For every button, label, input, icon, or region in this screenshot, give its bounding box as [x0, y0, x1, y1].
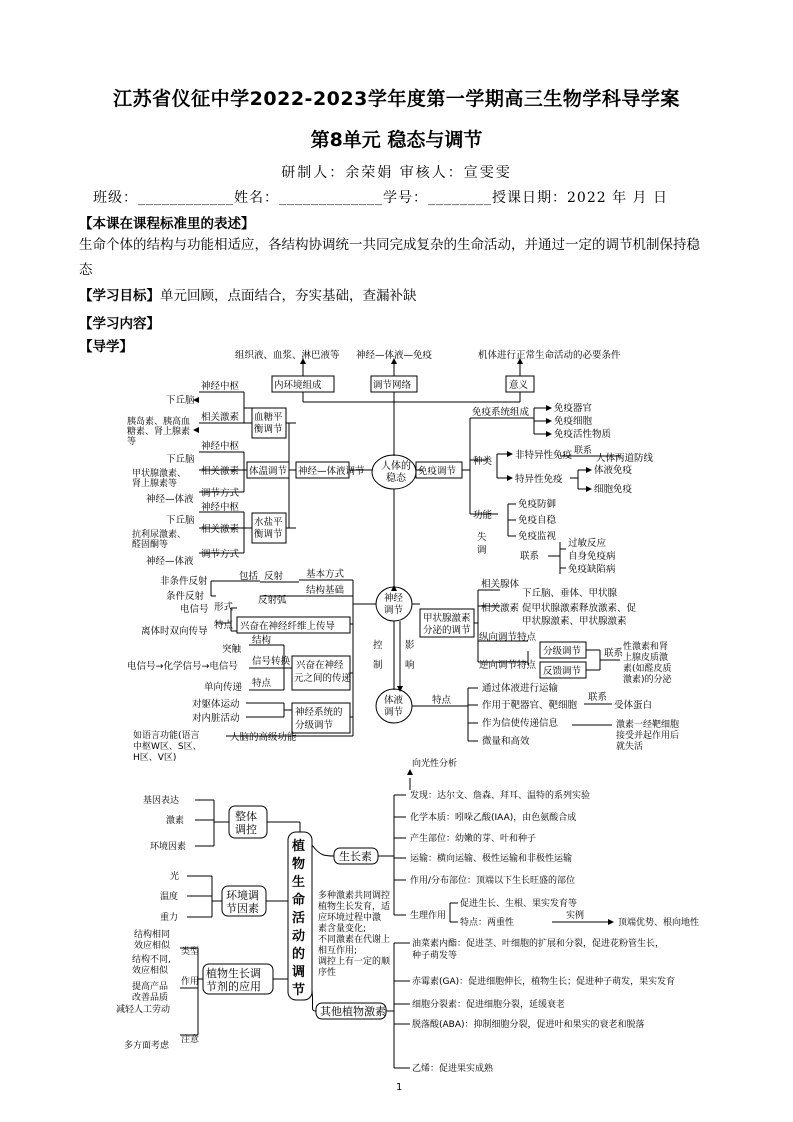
receptor-link: 联系	[588, 692, 608, 703]
sugar-box-2: 衡调节	[254, 424, 283, 435]
two-lines-defense: 人体两道防线	[596, 453, 654, 464]
language-1: 如语言功能(语言	[133, 731, 200, 741]
multi-8: 序性	[318, 968, 337, 978]
graded-link: 联系	[604, 648, 624, 659]
signal-chain: 电信号→化学信号→电信号	[127, 661, 238, 672]
somatic-movement: 对躯体运动	[192, 699, 240, 710]
auxin-item-5: 作用/分布部位：顶端以下生长旺盛的部位	[410, 876, 576, 886]
auxin-item-1: 发现：达尔文、詹森、拜耳、温特的系列实验	[410, 791, 591, 801]
synapse: 突触	[222, 644, 242, 655]
temp-center-sub: 下丘脑	[166, 454, 195, 465]
app-use: 作用	[181, 977, 200, 987]
structure: 结构	[252, 635, 272, 646]
advanced-function: 人脑的高级功能	[230, 732, 297, 743]
nonspecific-immunity: 非特异性免疫	[515, 450, 573, 461]
immune-function: 功能	[473, 510, 493, 521]
feature-synapse: 特点	[252, 678, 272, 689]
water-mode-sub: 神经—体液	[146, 556, 194, 567]
immune-disorder-2: 调	[477, 545, 487, 556]
type-3: 结构不同,	[132, 955, 171, 965]
use-2: 改善品质	[132, 993, 169, 1003]
box-significance: 意义	[509, 380, 529, 391]
multi-7: 调控上有一定的顺	[318, 957, 391, 967]
overall-2: 调控	[235, 823, 257, 836]
form: 形式	[214, 602, 234, 613]
immune-link-word: 联系	[574, 446, 593, 456]
reflex-arc: 反射弧	[258, 595, 287, 606]
water-hormone-sub-2: 醛固酮等	[132, 540, 169, 550]
box-internal-env: 内环境组成	[274, 380, 322, 391]
env-1: 环境调	[226, 889, 259, 902]
water-box-2: 衡调节	[254, 529, 283, 540]
immune-composition: 免疫系统组成	[472, 407, 530, 418]
conduction-box: 兴奋在神经纤维上传导	[240, 621, 336, 632]
bidirectional: 离体时双向传导	[141, 626, 208, 637]
allergy: 过敏反应	[568, 538, 607, 549]
visceral-activity: 对内脏活动	[192, 713, 240, 724]
multi-3: 应环境过程中激	[318, 913, 382, 923]
structural-basis: 结构基础	[306, 585, 345, 596]
feature-item-2: 作用于靶器官、靶细胞	[482, 700, 578, 711]
vertical-feature: 纵向调节特点	[479, 632, 537, 643]
inactivation-2: 接受并起作用后	[616, 731, 680, 741]
water-hormone-sub-1: 抗利尿激素、	[132, 530, 187, 540]
box-network: 调节网络	[373, 380, 412, 391]
light: 光	[170, 872, 180, 882]
humoral-line-1: 体液	[384, 695, 404, 706]
auxin-box: 生长素	[339, 850, 372, 863]
thyroid-box-1: 甲状腺激素	[423, 613, 471, 624]
plant-center-5: 活	[292, 911, 306, 926]
autoimmune: 自身免疫病	[568, 551, 616, 562]
plant-center-2: 物	[292, 857, 306, 872]
include: 包括	[239, 571, 259, 582]
type-2: 效应相似	[134, 941, 171, 951]
hormones-2: 甲状腺激素、甲状腺激素	[522, 616, 627, 627]
note-2: 多方面考虑	[124, 1041, 170, 1051]
standard-heading: 【本课在课程标准里的表述】	[79, 216, 255, 232]
influence-1: 影	[405, 640, 415, 651]
control-2: 制	[373, 660, 383, 671]
water-box-1: 水盐平	[254, 517, 283, 528]
immune-surveillance: 免疫监视	[518, 531, 557, 542]
temp-hormone-sub-1: 甲状腺激素、	[132, 469, 187, 479]
glands: 下丘脑、垂体、甲状腺	[522, 588, 618, 599]
immune-defense: 免疫防御	[518, 499, 557, 510]
environment: 环境因素	[150, 842, 187, 852]
temp-mode: 调节方式	[201, 488, 240, 499]
feature-item-3: 作为信使传递信息	[482, 718, 559, 729]
link-text-2: 上腺皮质激	[623, 653, 669, 663]
physio-2: 特点：两重性	[460, 918, 515, 928]
hierarchy-box-2: 分级调节	[295, 720, 334, 731]
feature-conduction: 特点	[214, 620, 234, 631]
thyroid-box-2: 分泌的调节	[423, 625, 471, 636]
class-info-line: 班级：____________姓名：_____________学号：________授课日期：2022 年 月 日	[93, 190, 668, 206]
app-type: 类型	[181, 947, 200, 957]
instance: 实例	[566, 911, 585, 921]
center-line-1: 人体的	[381, 461, 411, 472]
temperature: 温度	[160, 892, 179, 902]
note-significance: 机体进行正常生命活动的必要条件	[478, 350, 621, 361]
other-2: 种子萌发等	[412, 951, 458, 961]
page-number: 1	[396, 1082, 403, 1093]
temp-center: 神经中枢	[201, 441, 240, 452]
link-text-1: 性激素和肾	[623, 642, 669, 652]
link-text-4: 激素)的分泌	[623, 675, 672, 685]
immune-cell: 免疫细胞	[554, 416, 593, 427]
unconditioned-reflex: 非条件反射	[160, 576, 208, 587]
related-glands: 相关腺体	[481, 579, 520, 590]
language-2: 中枢W区、S区、	[133, 742, 202, 752]
plant-center-4: 命	[292, 893, 306, 908]
immune-kinds: 种类	[473, 456, 493, 467]
gene-expression: 基因表达	[143, 796, 180, 806]
multi-1: 多种激素共同调控	[318, 891, 391, 901]
content-heading: 【学习内容】	[79, 316, 160, 332]
neural-line-2: 调节	[384, 605, 404, 616]
multi-6: 相互作用;	[318, 946, 358, 956]
sugar-hormone-sub-1: 胰岛素、胰高血	[127, 417, 191, 427]
note-internal-env: 组织液、血浆、淋巴液等	[235, 350, 340, 361]
multi-5: 不同激素在代谢上	[318, 935, 391, 945]
neural-line-1: 神经	[384, 593, 404, 604]
basic-mode: 基本方式	[306, 569, 345, 580]
guide-heading: 【导学】	[79, 339, 133, 355]
app-2: 节剂的应用	[206, 980, 261, 993]
app-note: 注意	[181, 1035, 200, 1045]
other-5: 脱落酸(ABA)：抑制细胞分裂，促进叶和果实的衰老和脱落	[412, 1020, 645, 1030]
hub-box: 神经—体液调节	[298, 466, 365, 477]
reverse-feature: 逆向调节特点	[479, 660, 537, 671]
sugar-center-sub: 下丘脑	[166, 395, 195, 406]
physiology: 生理作用	[410, 911, 447, 921]
language-3: H区、V区)	[133, 753, 177, 763]
humoral-features: 特点	[432, 695, 452, 706]
plant-center-3: 生	[292, 875, 306, 890]
immune-box: 免疫调节	[418, 466, 457, 477]
unidirectional: 单向传递	[204, 682, 243, 693]
plant-center-8: 调	[292, 965, 306, 980]
plant-center-7: 的	[292, 947, 306, 962]
standard-text-2: 态	[79, 262, 93, 278]
water-center: 神经中枢	[201, 502, 240, 513]
other-6: 乙烯：促进果实成熟	[412, 1064, 494, 1074]
note-1: 减轻人工劳动	[116, 1005, 171, 1015]
physio-1: 促进生长、生根、果实发育等	[460, 899, 578, 909]
temp-box: 体温调节	[249, 466, 288, 477]
humoral-line-2: 调节	[384, 707, 404, 718]
auxin-item-2: 化学本质：吲哚乙酸(IAA)，由色氨酸合成	[410, 813, 577, 823]
receptor: 受体蛋白	[614, 700, 653, 711]
apical: 顶端优势、根向地性	[618, 918, 700, 928]
specific-immunity: 特异性免疫	[515, 474, 563, 485]
immune-disorder-1: 失	[477, 532, 487, 543]
plant-center-1: 植	[292, 839, 306, 854]
type-1: 结构相同	[134, 930, 171, 940]
app-1: 植物生长调	[206, 967, 261, 980]
phototropism: 向光性分析	[412, 759, 458, 769]
signal-convert: 信号转换	[252, 656, 291, 667]
multi-4: 素含量变化;	[318, 924, 367, 934]
temp-hormone: 相关激素	[201, 466, 240, 477]
sugar-hormone: 相关激素	[201, 412, 240, 423]
document-title: 江苏省仪征中学2022-2023学年度第一学期高三生物学科导学案	[113, 88, 680, 110]
gravity: 重力	[160, 913, 179, 923]
sugar-center: 神经中枢	[201, 381, 240, 392]
synapse-box-1: 兴奋在神经	[296, 660, 344, 671]
immune-homeostasis: 免疫自稳	[518, 515, 557, 526]
overall-1: 整体	[235, 810, 257, 823]
hormones-1: 促甲状腺激素释放激素、促	[522, 603, 637, 614]
influence-2: 响	[405, 660, 415, 671]
goal-text: 单元回顾，点面结合，夯实基础，查漏补缺	[160, 288, 417, 304]
cellular-immunity: 细胞免疫	[594, 484, 633, 495]
water-center-sub: 下丘脑	[166, 515, 195, 526]
use-1: 提高产品	[132, 982, 169, 992]
other-4: 细胞分裂素：促进细胞分裂，延缓衰老	[412, 1000, 566, 1010]
env-2: 节因素	[226, 902, 259, 915]
authors-line: 研制人：余荣娟 审核人：宣雯雯	[281, 165, 512, 181]
others-box: 其他植物激素	[320, 1005, 386, 1018]
graded-regulation: 分级调节	[543, 646, 582, 657]
humoral-immunity: 体液免疫	[594, 465, 633, 476]
auxin-item-4: 运输：横向运输、极性运输和非极性运输	[410, 854, 573, 864]
control-1: 控	[373, 640, 383, 651]
hierarchy-box-1: 神经系统的	[295, 707, 343, 718]
disorder-link: 联系	[520, 551, 540, 562]
sugar-hormone-sub-2: 糖素、肾上腺素	[127, 427, 191, 437]
conditioned-reflex: 条件反射	[166, 591, 205, 602]
synapse-box-2: 元之间的传递	[294, 673, 352, 684]
sugar-box-1: 血糖平	[254, 412, 283, 423]
plant-center-9: 节	[292, 983, 306, 998]
hormone: 激素	[166, 816, 185, 826]
note-network: 神经—体液—免疫	[356, 350, 433, 361]
feature-item-4: 微量和高效	[482, 736, 530, 747]
sugar-hormone-sub-3: 等	[127, 437, 137, 447]
unit-title: 第8单元 稳态与调节	[310, 129, 483, 151]
electric-signal: 电信号	[180, 604, 209, 615]
standard-text-1: 生命个体的结构与功能相适应，各结构协调统一共同完成复杂的生命活动，并通过一定的调节机制保持稳	[79, 237, 700, 253]
reflex: 反射	[264, 571, 284, 582]
multi-2: 植物生长发育，适	[318, 902, 391, 912]
inactivation-3: 就失活	[616, 742, 644, 752]
type-4: 效应相似	[132, 966, 169, 976]
temp-hormone-sub-2: 肾上腺素等	[132, 479, 178, 489]
goal-heading: 【学习目标】	[79, 288, 160, 304]
temp-mode-sub: 神经—体液	[146, 494, 194, 505]
feedback-regulation: 反馈调节	[543, 666, 582, 677]
immune-active-substance: 免疫活性物质	[554, 429, 612, 440]
other-1: 油菜素内酯：促进茎、叶细胞的扩展和分裂，促进花粉管生长，	[412, 939, 665, 949]
related-hormones: 相关激素	[481, 603, 520, 614]
inactivation-1: 激素一经靶细胞	[616, 720, 680, 730]
other-3: 赤霉素(GA)：促进细胞伸长，植物生长；促进种子萌发，果实发育	[412, 977, 676, 987]
center-line-2: 稳态	[386, 473, 406, 484]
auxin-item-3: 产生部位：幼嫩的芽、叶和种子	[410, 834, 537, 844]
immune-organ: 免疫器官	[554, 403, 593, 414]
immunodeficiency: 免疫缺陷病	[568, 564, 616, 575]
water-hormone: 相关激素	[201, 524, 240, 535]
link-text-3: 素(如醛皮质	[623, 664, 672, 674]
plant-center-6: 动	[292, 929, 306, 944]
feature-item-1: 通过体液进行运输	[482, 683, 559, 694]
water-mode: 调节方式	[201, 549, 240, 560]
